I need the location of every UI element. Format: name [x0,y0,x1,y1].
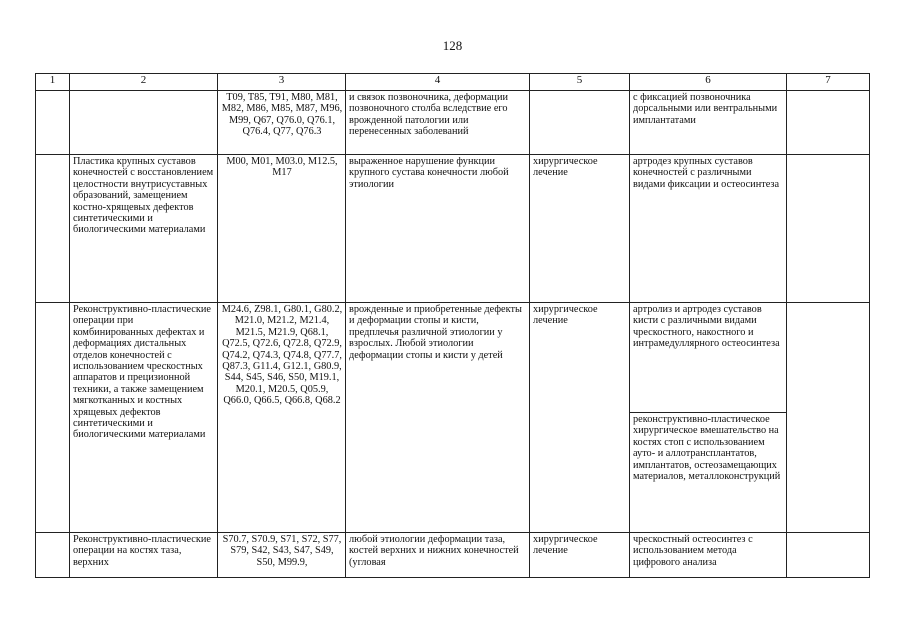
condition-cell: выраженное нарушение функции крупного сустава конечности любой этиологии [346,155,530,303]
table-row [36,533,870,578]
column-header: 5 [530,74,630,91]
procedure-name-cell: Реконструктивно-пластические операции при комбинированных дефектах и деформациях дистальных отделов конечностей с использованием чрескостных аппаратов и прецизионной техники, а также замещением мягкотканных и костных хрящевых дефектов синтетическими и биологическими материалами [70,303,218,533]
column-header: 2 [70,74,218,91]
table-row [36,91,870,155]
condition-cell: и связок позвоночника, деформации позвоночного столба вследствие его врожденной патологии или перенесенных заболеваний [346,91,530,155]
column-header: 3 [218,74,346,91]
condition-cell: врожденные и приобретенные дефекты и деформации стопы и кисти, предплечья различной этиологии у взрослых. Любой этиологии деформации стопы и кисти у детей [346,303,530,533]
diagnosis-codes-cell: M24.6, Z98.1, G80.1, G80.2, M21.0, M21.2, M21.4, M21.5, M21.9, Q68.1, Q72.5, Q72.6, Q72.8, Q72.9, Q74.2, Q74.3, Q74.8, Q77.7, Q87.3, G11.4, G12.1, G80.9, S44, S45, S46, S50, M19.1, M20.1, M20.5, Q05.9, Q66.0, Q66.5, Q66.8, Q68.2 [218,303,346,533]
column-header: 4 [346,74,530,91]
table-cell [36,303,70,533]
column-header-row [36,74,870,91]
procedures-table [35,73,870,578]
table-cell [36,91,70,155]
column-header: 6 [630,74,787,91]
treatment-type-cell: хирургическое лечение [530,533,630,578]
table-row [36,155,870,303]
diagnosis-codes-cell: M00, M01, M03.0, M12.5, M17 [218,155,346,303]
table-cell [787,155,870,303]
method-cell: реконструктивно-пластическое хирургическое вмешательство на костях стоп с использованием ауто- и аллотрансплантатов, имплантатов, остеозамещающих материалов, металлоконструкций [630,413,787,533]
table-cell [36,155,70,303]
condition-cell: любой этиологии деформации таза, костей верхних и нижних конечностей (угловая [346,533,530,578]
column-header: 1 [36,74,70,91]
table-cell [36,533,70,578]
treatment-type-cell [530,91,630,155]
table-cell [787,91,870,155]
column-header: 7 [787,74,870,91]
table-cell [787,303,870,533]
table-row [36,303,870,413]
page-number: 128 [442,38,463,53]
procedure-name-cell: Пластика крупных суставов конечностей с восстановлением целостности внутрисуставных образований, замещением костно-хрящевых дефектов синтетическими и биологическими материалами [70,155,218,303]
treatment-type-cell: хирургическое лечение [530,303,630,533]
procedure-name-cell: Реконструктивно-пластические операции на костях таза, верхних [70,533,218,578]
diagnosis-codes-cell: T09, T85, T91, M80, M81, M82, M86, M85, M87, M96, M99, Q67, Q76.0, Q76.1, Q76.4, Q77, Q76.3 [218,91,346,155]
method-cell: чрескостный остеосинтез с использованием метода цифрового анализа [630,533,787,578]
method-cell: артролиз и артродез суставов кисти с различными видами чрескостного, накостного и интрамедуллярного остеосинтеза [630,303,787,413]
procedure-name-cell [70,91,218,155]
treatment-type-cell: хирургическое лечение [530,155,630,303]
method-cell: артродез крупных суставов конечностей с различными видами фиксации и остеосинтеза [630,155,787,303]
table-cell [787,533,870,578]
method-cell: с фиксацией позвоночника дорсальными или вентральными имплантатами [630,91,787,155]
diagnosis-codes-cell: S70.7, S70.9, S71, S72, S77, S79, S42, S43, S47, S49, S50, M99.9, [218,533,346,578]
